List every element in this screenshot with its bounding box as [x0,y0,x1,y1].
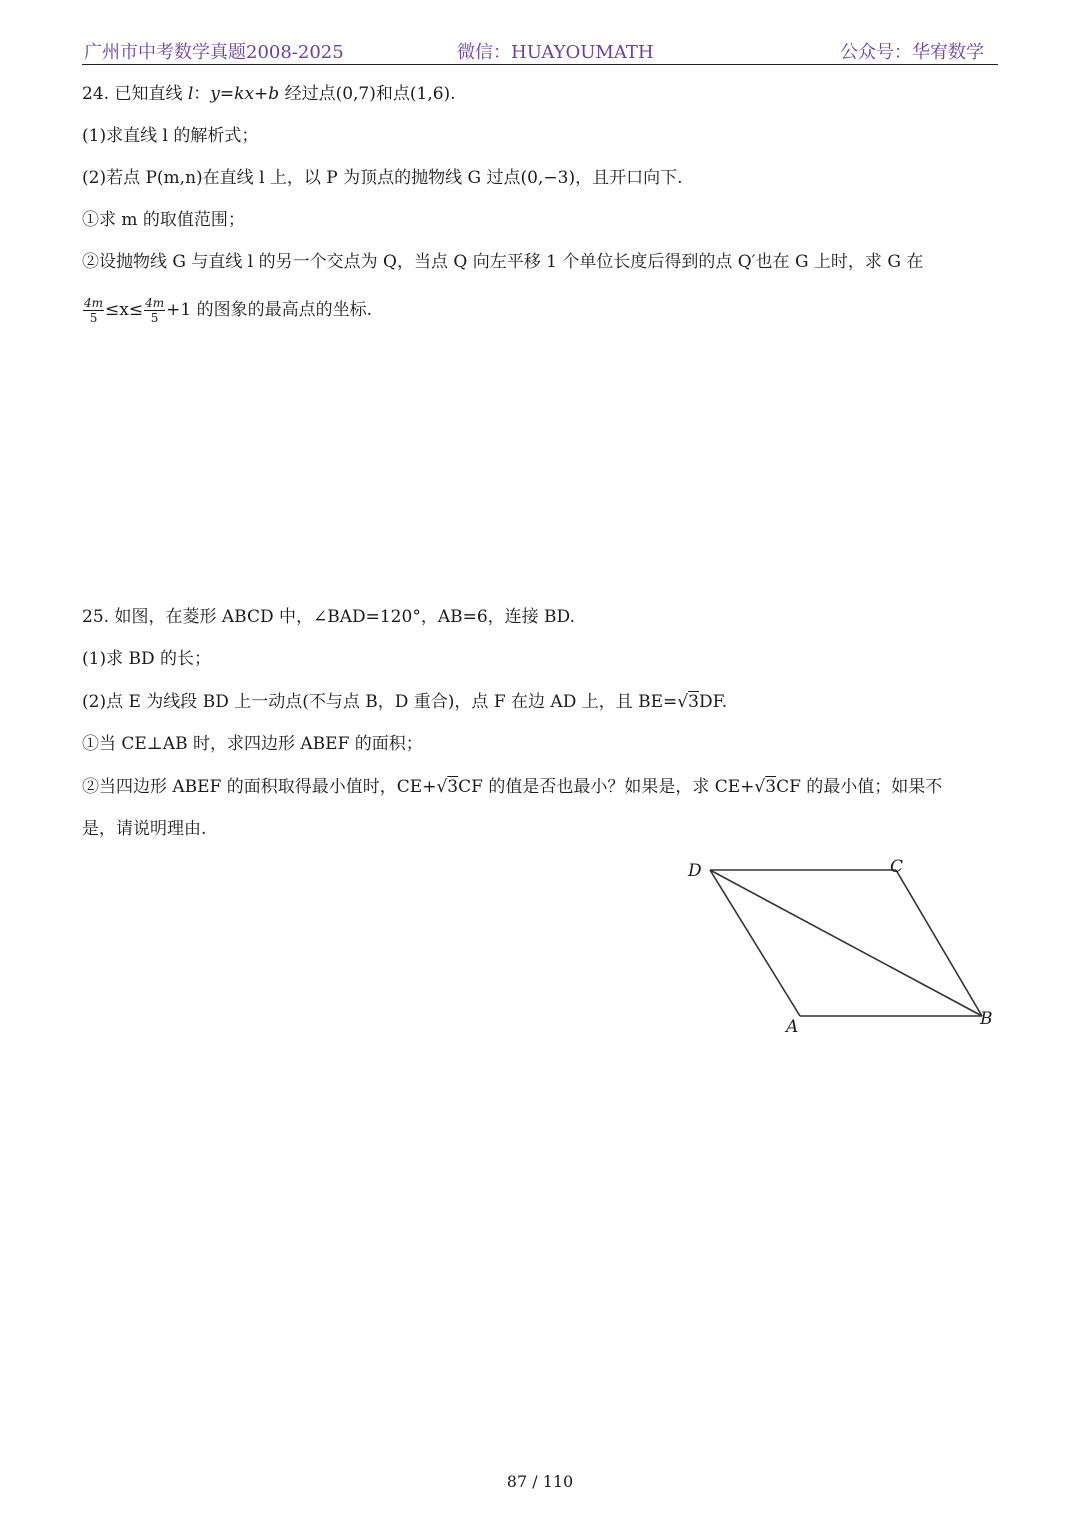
label-a: A [786,1017,799,1037]
q24-part2: (2)若点 P(m,n)在直线 l 上，以 P 为顶点的抛物线 G 过点(0,−3)，且开口向下. [82,168,683,188]
q25-part2-i: ①当 CE⊥AB 时，求四边形 ABEF 的面积； [82,734,423,754]
q24-equation: y=kx+b [210,84,280,104]
page-number: 87 / 110 [506,1472,574,1491]
q24-part2-ii-cont [82,296,372,325]
frac-den-right: 5 [150,311,159,325]
q24-line-l: l [187,84,194,104]
rhombus-diagram [680,850,1000,1040]
ineq-tail: +1 的图象的最高点的坐标. [166,300,372,320]
fraction-4m-5-left [83,296,104,325]
q24-stem [82,82,456,106]
fraction-4m-5-right [144,296,165,325]
q24-stem-b: 经过点(0,7)和点(1,6). [284,84,456,104]
edge-da [710,870,800,1016]
q25-part2-ii-cont: 是，请说明理由. [82,819,207,839]
frac-num-right: 4m [145,296,165,310]
sqrt-3-c: 3 [765,777,777,797]
q25-part2-ii: ②当四边形 ABEF 的面积取得最小值时，CE+√3CF 的值是否也最小？如果是，求 CE+√3CF 的最小值；如果不 [82,777,943,797]
q25-part2: (2)点 E 为线段 BD 上一动点(不与点 B，D 重合)，点 F 在边 AD 上，且 BE=√3DF. [82,692,728,712]
q25-part2-ii-c: CF 的最小值；如果不 [776,777,943,797]
label-c: C [890,857,904,877]
q24-number: 24. [82,84,110,104]
q25-part2-ii-a: ②当四边形 ABEF 的面积取得最小值时，CE+ [82,777,437,797]
sqrt-3-a: 3 [688,692,699,712]
frac-den-left: 5 [89,311,98,325]
q24-stem-a: 已知直线 [114,84,183,104]
ineq-mid: ≤x≤ [105,300,144,320]
edge-cb [896,870,982,1016]
header-wechat: 微信：HUAYOUMATH [457,42,654,63]
q24-colon: ： [193,84,211,104]
q25-part2-a: (2)点 E 为线段 BD 上一动点(不与点 B，D 重合)，点 F 在边 AD 上，且 BE= [82,692,678,712]
sqrt-3-b: 3 [447,777,459,797]
label-b: B [980,1009,993,1029]
q25-part1: (1)求 BD 的长； [82,649,212,669]
frac-num-left: 4m [84,296,104,310]
q25-part2-ii-b: CF 的值是否也最小？如果是，求 CE+ [458,777,755,797]
q24-part2-ii: ②设抛物线 G 与直线 l 的另一个交点为 Q，当点 Q 向左平移 1 个单位长度后得到的点 Q′也在 G 上时，求 G 在 [82,252,924,272]
q25-part2-b: DF. [698,692,728,712]
header-account: 公众号：华宥数学 [840,42,984,63]
label-d: D [688,861,702,881]
page-header [82,36,998,65]
q25-stem-text: 如图，在菱形 ABCD 中，∠BAD=120°，AB=6，连接 BD. [114,607,575,627]
q25-stem [82,605,575,629]
q24-part1: (1)求直线 l 的解析式； [82,126,259,146]
q25-number: 25. [82,607,110,627]
rhombus-figure [680,850,1000,1040]
header-title: 广州市中考数学真题2008-2025 [84,42,344,63]
q24-part2-i: ①求 m 的取值范围； [82,210,245,230]
diagonal-db [710,870,982,1016]
